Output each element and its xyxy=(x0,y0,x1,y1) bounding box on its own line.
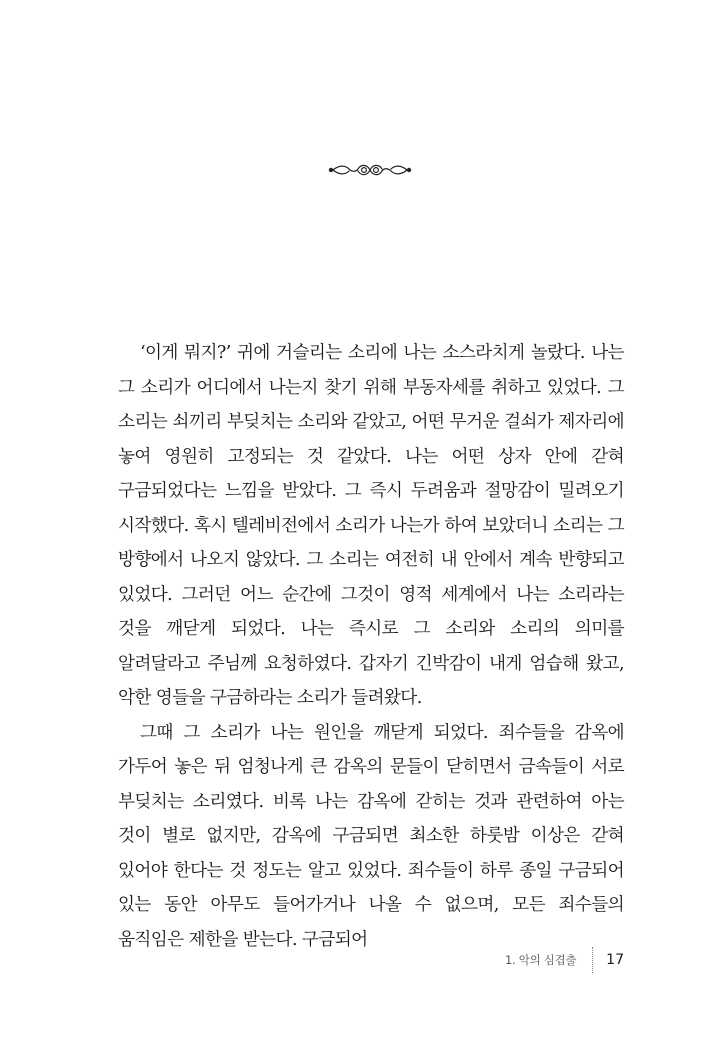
page-number: 17 xyxy=(606,952,624,968)
paragraph-1: ‘이게 뭐지?’ 귀에 거슬리는 소리에 나는 소스라치게 놀랐다. 나는 그 소리가 어디에서 나는지 찾기 위해 부동자세를 취하고 있었다. 그 소리는 쇠끼리 부딪치는 소리와 같았고, 어떤 무거운 걸쇠가 제자리에 놓여 영원히 고정되는 것 같았다. 나는 어떤 상자 안에 갇혀 구금되었다는 느낌을 받았다. 그 즉시 두려움과 절망감이 밀려오기 시작했다. 혹시 텔레비전에서 소리가 나는가 하여 보았더니 소리는 그 방향에서 나오지 않았다. 그 소리는 여전히 내 안에서 계속 반향되고 있었다. 그러던 어느 순간에 그것이 영적 세계에서 나는 소리라는 것을 깨닫게 되었다. 나는 즉시로 그 소리와 소리의 의미를 알려달라고 주님께 요청하였다. 갑자기 긴박감이 내게 엄습해 왔고, 악한 영들을 구금하라는 소리가 들려왔다. xyxy=(118,343,624,708)
page-footer xyxy=(505,947,624,973)
footer-divider xyxy=(592,947,593,973)
ornament-divider-icon xyxy=(325,155,415,185)
body-text xyxy=(118,336,624,957)
paragraph-2: 그때 그 소리가 나는 원인을 깨닫게 되었다. 죄수들을 감옥에 가두어 놓은 뒤 엄청나게 큰 감옥의 문들이 닫히면서 금속들이 서로 부딪치는 소리였다. 비록 나는 감옥에 갇히는 것과 관련하여 아는 것이 별로 없지만, 감옥에 구금되면 최소한 하룻밤 이상은 갇혀 있어야 한다는 것 정도는 알고 있었다. 죄수들이 하루 종일 구금되어 있는 동안 아무도 들어가거나 나올 수 없으며, 모든 죄수들의 움직임은 제한을 받는다. 구금되어 xyxy=(118,722,624,950)
running-chapter-title: 1. 악의 심겹출 xyxy=(505,953,577,967)
